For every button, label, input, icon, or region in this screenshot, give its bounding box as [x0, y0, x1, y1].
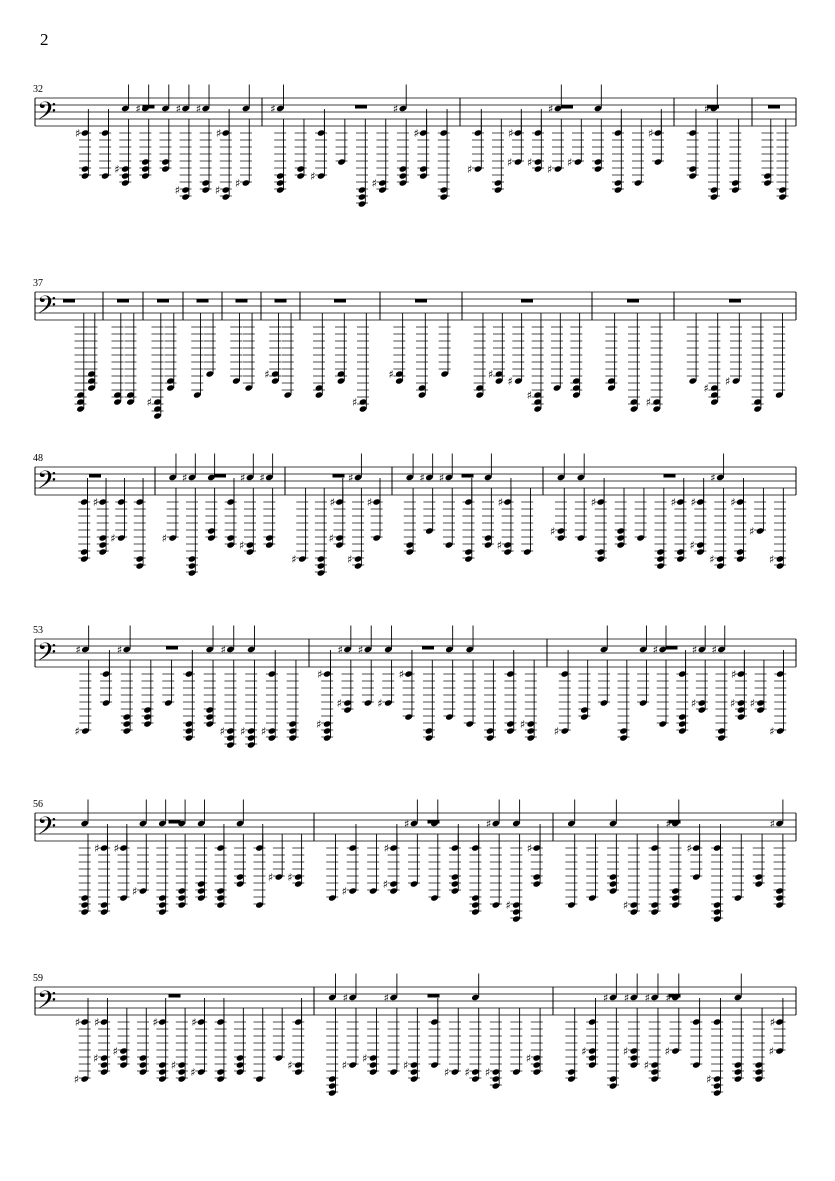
sharp-accidental: ♯: [94, 842, 100, 855]
sharp-accidental: ♯: [769, 553, 775, 566]
sharp-accidental: ♯: [603, 991, 609, 1005]
bass-clef: 𝄢: [37, 466, 57, 501]
sharp-accidental: ♯: [316, 718, 322, 731]
sharp-accidental: ♯: [239, 539, 245, 552]
sharp-accidental: ♯: [731, 668, 737, 681]
sharp-accidental: ♯: [75, 127, 81, 140]
page-number: 2: [40, 30, 49, 49]
sharp-accidental: ♯: [730, 496, 736, 509]
sharp-accidental: ♯: [161, 532, 167, 545]
sharp-accidental: ♯: [131, 885, 138, 898]
sharp-accidental: ♯: [497, 496, 503, 509]
sharp-accidental: ♯: [75, 643, 81, 657]
sharp-accidental: ♯: [191, 1016, 197, 1029]
sharp-accidental: ♯: [709, 553, 715, 566]
sharp-accidental: ♯: [110, 532, 116, 545]
sharp-accidental: ♯: [690, 697, 697, 710]
sharp-accidental: ♯: [567, 156, 573, 169]
sharp-accidental: ♯: [622, 899, 629, 912]
sharp-accidental: ♯: [329, 496, 335, 509]
sharp-accidental: ♯: [553, 725, 560, 738]
sharp-accidental: ♯: [645, 396, 651, 409]
sharp-accidental: ♯: [769, 1016, 775, 1029]
sharp-accidental: ♯: [175, 102, 181, 116]
sharp-accidental: ♯: [488, 368, 494, 381]
sharp-accidental: ♯: [485, 817, 492, 831]
rest: [63, 299, 75, 303]
sharp-accidental: ♯: [267, 871, 274, 884]
sharp-accidental: ♯: [112, 1045, 118, 1058]
sharp-accidental: ♯: [116, 643, 123, 657]
sharp-accidental: ♯: [711, 643, 717, 657]
sharp-accidental: ♯: [114, 163, 120, 176]
sharp-accidental: ♯: [383, 842, 389, 855]
sharp-accidental: ♯: [413, 127, 419, 140]
rest: [236, 299, 248, 303]
sharp-accidental: ♯: [404, 817, 410, 831]
sharp-accidental: ♯: [710, 471, 716, 485]
sharp-accidental: ♯: [74, 725, 80, 738]
sharp-accidental: ♯: [438, 471, 445, 485]
rest: [166, 646, 178, 650]
rest: [214, 474, 226, 478]
sharp-accidental: ♯: [690, 496, 696, 509]
sharp-accidental: ♯: [220, 643, 226, 657]
sharp-accidental: ♯: [383, 991, 389, 1005]
sharp-accidental: ♯: [527, 156, 533, 169]
rest: [169, 994, 181, 998]
sharp-accidental: ♯: [398, 668, 404, 681]
sharp-accidental: ♯: [287, 871, 293, 884]
rest: [334, 299, 346, 303]
sharp-accidental: ♯: [590, 496, 597, 509]
sharp-accidental: ♯: [749, 525, 755, 538]
rest: [333, 474, 345, 478]
bass-clef: 𝄢: [37, 97, 57, 132]
sharp-accidental: ♯: [648, 127, 654, 140]
sharp-accidental: ♯: [652, 643, 659, 657]
sharp-accidental: ♯: [768, 1045, 774, 1058]
staff-system: [33, 278, 796, 420]
sharp-accidental: ♯: [240, 725, 246, 738]
sharp-accidental: ♯: [234, 177, 241, 190]
sharp-accidental: ♯: [525, 1052, 532, 1065]
sharp-accidental: ♯: [377, 697, 383, 710]
sharp-accidental: ♯: [287, 1059, 293, 1072]
sharp-accidental: ♯: [170, 1059, 177, 1072]
sharp-accidental: ♯: [691, 643, 698, 657]
measure-number: 48: [33, 453, 43, 464]
sharp-accidental: ♯: [337, 643, 343, 657]
sharp-accidental: ♯: [382, 878, 388, 891]
sharp-accidental: ♯: [665, 991, 671, 1005]
rest: [666, 646, 678, 650]
sharp-accidental: ♯: [94, 1016, 100, 1029]
staff-system: [33, 973, 796, 1097]
sharp-accidental: ♯: [665, 817, 671, 831]
sharp-accidental: ♯: [214, 184, 221, 197]
rest: [197, 299, 209, 303]
sharp-accidental: ♯: [508, 127, 514, 140]
sharp-accidental: ♯: [362, 1052, 368, 1065]
rest: [627, 299, 639, 303]
sharp-accidental: ♯: [388, 368, 394, 381]
rest: [664, 474, 676, 478]
sharp-accidental: ♯: [484, 1066, 491, 1079]
staff-system: [33, 799, 796, 923]
rest: [422, 646, 434, 650]
sharp-accidental: ♯: [366, 496, 373, 509]
sharp-accidental: ♯: [496, 539, 502, 552]
rest: [89, 474, 101, 478]
sharp-accidental: ♯: [152, 1016, 158, 1029]
rest: [521, 299, 533, 303]
sharp-accidental: ♯: [622, 1045, 629, 1058]
sharp-accidental: ♯: [348, 471, 354, 485]
sharp-accidental: ♯: [703, 382, 709, 395]
staff-system: [33, 84, 796, 208]
sharp-accidental: ♯: [113, 842, 119, 855]
bass-clef: 𝄢: [37, 986, 57, 1021]
sharp-accidental: ♯: [259, 471, 265, 485]
staff-system: [33, 625, 796, 749]
sharp-accidental: ♯: [644, 991, 651, 1005]
sharp-accidental: ♯: [548, 102, 554, 116]
sharp-accidental: ♯: [341, 885, 348, 898]
sharp-accidental: ♯: [443, 1066, 450, 1079]
sharp-accidental: ♯: [549, 525, 556, 538]
sharp-accidental: ♯: [664, 1045, 670, 1058]
sharp-accidental: ♯: [467, 163, 473, 176]
sharp-accidental: ♯: [769, 725, 775, 738]
sharp-accidental: ♯: [526, 389, 532, 402]
sharp-accidental: ♯: [725, 375, 731, 388]
sharp-accidental: ♯: [749, 697, 755, 710]
sharp-accidental: ♯: [464, 1066, 470, 1079]
sharp-accidental: ♯: [507, 156, 513, 169]
sharp-accidental: ♯: [689, 539, 695, 552]
sharp-accidental: ♯: [547, 163, 553, 176]
sharp-accidental: ♯: [670, 496, 676, 509]
sharp-accidental: ♯: [505, 899, 511, 912]
sharp-accidental: ♯: [357, 643, 364, 657]
sharp-accidental: ♯: [195, 102, 202, 116]
rest: [729, 299, 741, 303]
sharp-accidental: ♯: [507, 375, 513, 388]
sharp-accidental: ♯: [190, 1066, 196, 1079]
sharp-accidental: ♯: [371, 177, 377, 190]
sharp-accidental: ♯: [519, 718, 526, 731]
sharp-accidental: ♯: [392, 102, 399, 116]
sharp-accidental: ♯: [135, 102, 141, 116]
rest: [561, 105, 573, 109]
sharp-accidental: ♯: [73, 1073, 80, 1086]
rest: [462, 474, 474, 478]
sharp-accidental: ♯: [704, 102, 710, 116]
sharp-accidental: ♯: [264, 368, 270, 381]
sharp-accidental: ♯: [92, 496, 99, 509]
sharp-accidental: ♯: [352, 396, 358, 409]
sharp-accidental: ♯: [260, 725, 267, 738]
measure-number: 53: [33, 625, 43, 636]
bass-clef: 𝄢: [37, 812, 57, 847]
sharp-accidental: ♯: [419, 471, 425, 485]
sharp-accidental: ♯: [291, 553, 297, 566]
rest: [428, 994, 440, 998]
sharp-accidental: ♯: [643, 1059, 650, 1072]
sharp-accidental: ♯: [74, 1016, 81, 1029]
sharp-accidental: ♯: [706, 1073, 712, 1086]
sharp-accidental: ♯: [730, 697, 736, 710]
rest: [117, 299, 129, 303]
sharp-accidental: ♯: [769, 817, 775, 831]
sharp-accidental: ♯: [270, 102, 276, 116]
measure-number: 56: [33, 799, 43, 810]
sharp-accidental: ♯: [342, 991, 349, 1005]
measure-number: 59: [33, 973, 43, 984]
rest: [768, 105, 780, 109]
measure-number: 32: [33, 84, 43, 95]
rest: [415, 299, 427, 303]
sharp-accidental: ♯: [686, 842, 692, 855]
sharp-accidental: ♯: [93, 1052, 99, 1065]
sharp-accidental: ♯: [240, 471, 246, 485]
sharp-accidental: ♯: [328, 532, 334, 545]
rest: [355, 105, 367, 109]
sharp-accidental: ♯: [310, 170, 316, 183]
sharp-accidental: ♯: [526, 842, 533, 855]
staff-system: [33, 453, 796, 577]
sharp-accidental: ♯: [336, 697, 342, 710]
sharp-accidental: ♯: [174, 184, 180, 197]
measure-number: 37: [33, 278, 43, 289]
sharp-accidental: ♯: [182, 471, 188, 485]
sharp-accidental: ♯: [581, 1045, 587, 1058]
sharp-accidental: ♯: [347, 553, 353, 566]
sharp-accidental: ♯: [317, 668, 323, 681]
bass-clef: 𝄢: [37, 638, 57, 673]
bass-clef: 𝄢: [37, 291, 57, 326]
rest: [275, 299, 287, 303]
sharp-accidental: ♯: [341, 1059, 348, 1072]
sharp-accidental: ♯: [219, 725, 225, 738]
sharp-accidental: ♯: [623, 991, 630, 1005]
sharp-accidental: ♯: [403, 1059, 409, 1072]
sharp-accidental: ♯: [215, 127, 222, 140]
rest: [157, 299, 169, 303]
sharp-accidental: ♯: [146, 396, 152, 409]
